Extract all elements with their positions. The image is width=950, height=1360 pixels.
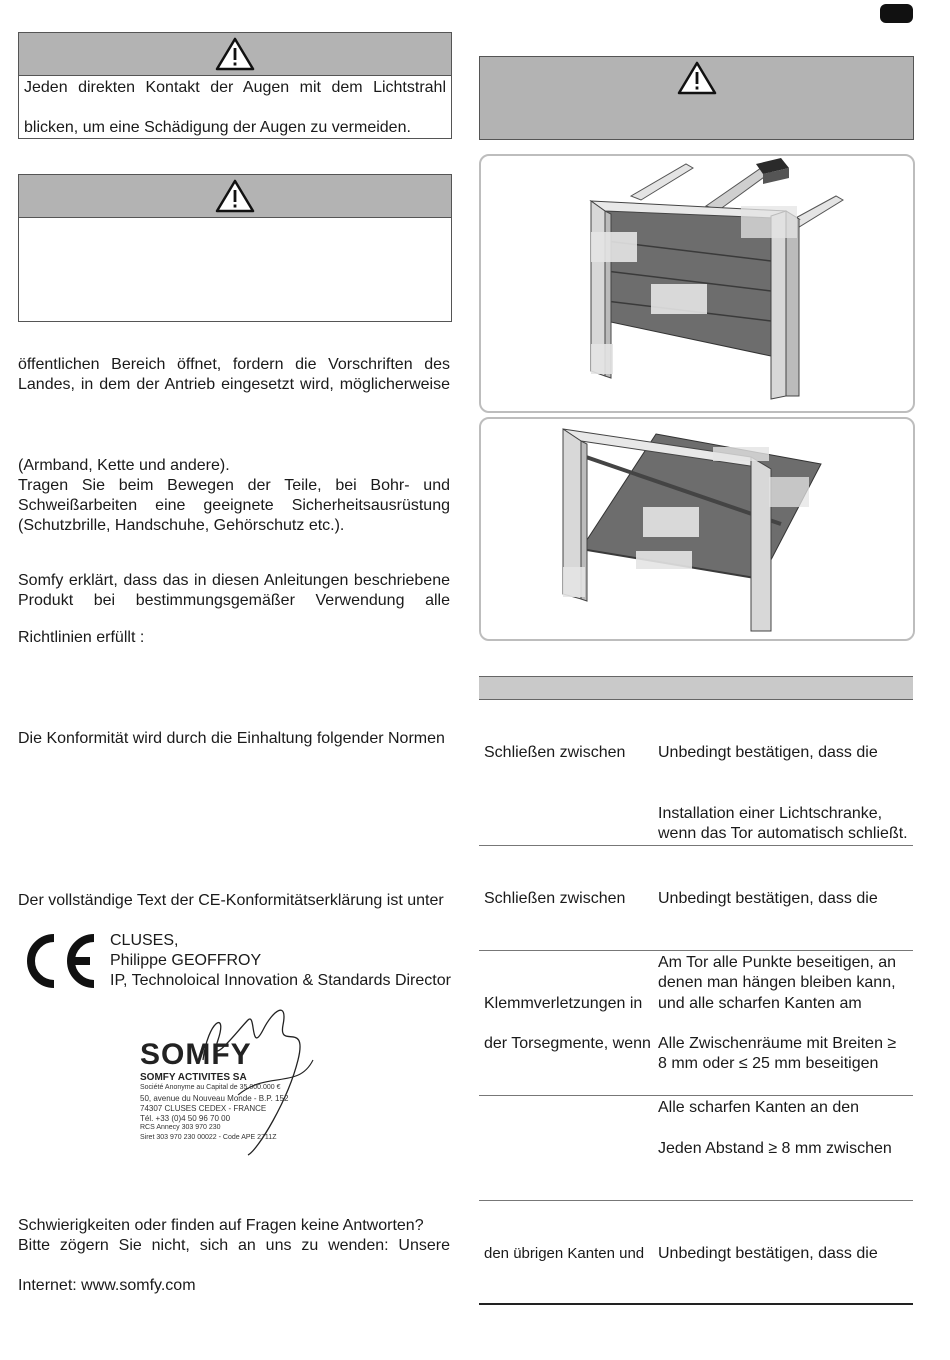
row4-measure-line1: Alle scharfen Kanten an den <box>658 1099 860 1116</box>
para2-line3: Schweißarbeiten eine geeignete Sicherheitsausrüstung <box>18 497 450 514</box>
warning1-line2: blicken, um eine Schädigung der Augen zu vermeiden. <box>24 119 411 136</box>
row1-measure-line1: Unbedingt bestätigen, dass die <box>658 744 878 761</box>
row1-measure-line2: Installation einer Lichtschranke, <box>658 805 883 822</box>
warning-header <box>19 33 451 76</box>
row4-measure-line2: Jeden Abstand ≥ 8 mm zwischen <box>658 1140 892 1157</box>
warning-triangle-icon <box>215 37 255 71</box>
row3-measure-line4: Alle Zwischenräume mit Breiten ≥ <box>658 1035 897 1052</box>
table-divider <box>479 1095 913 1096</box>
row3-measure-line3: und alle scharfen Kanten am <box>658 995 862 1012</box>
para3-line1: Somfy erklärt, dass das in diesen Anleitungen beschriebene <box>18 572 450 589</box>
para6-line2: Bitte zögern Sie nicht, sich an uns zu wenden: Unsere <box>18 1237 450 1254</box>
row2-measure-line1: Unbedingt bestätigen, dass die <box>658 890 878 907</box>
table-bottom-rule <box>479 1303 913 1305</box>
para1-line2: Landes, in dem der Antrieb eingesetzt wird, möglicherweise <box>18 376 450 393</box>
para2-line2: Tragen Sie beim Bewegen der Teile, bei Bohr- und <box>18 477 450 494</box>
warning-box-right <box>479 56 914 140</box>
para3-line3: Richtlinien erfüllt : <box>18 629 145 646</box>
company-stamp <box>138 1000 338 1160</box>
para1-line1: öffentlichen Bereich öffnet, fordern die Vorschriften des <box>18 356 450 373</box>
para2-line1: (Armband, Kette und andere). <box>18 457 230 474</box>
para6-line1: Schwierigkeiten oder finden auf Fragen keine Antworten? <box>18 1217 424 1234</box>
ce-mark-logo <box>18 932 98 990</box>
tilting-door-illustration <box>481 419 913 639</box>
ce-signatory-role: IP, Technoloical Innovation & Standards Director <box>110 972 451 989</box>
warning-header <box>19 175 451 218</box>
table-divider <box>479 845 913 846</box>
stamp-line7: Siret 303 970 230 00022 - Code APE 2711Z <box>140 1134 277 1141</box>
stamp-line4: 74307 CLUSES CEDEX - FRANCE <box>140 1104 267 1113</box>
row1-measure-line3: wenn das Tor automatisch schließt. <box>658 825 908 842</box>
row3-measure-line1: Am Tor alle Punkte beseitigen, an <box>658 954 897 971</box>
figure-tilting-door <box>479 417 915 641</box>
stamp-brand: SOMFY <box>140 1038 252 1071</box>
warning-box-2 <box>18 174 452 322</box>
table-header-bar <box>479 676 913 700</box>
row5-hazard: den übrigen Kanten und <box>484 1245 645 1262</box>
ce-city: CLUSES, <box>110 932 179 949</box>
table-divider <box>479 950 913 951</box>
stamp-line6: RCS Annecy 303 970 230 <box>140 1124 221 1131</box>
stamp-line1: SOMFY ACTIVITES SA <box>140 1072 247 1083</box>
row3-hazard-line1: Klemmverletzungen in <box>484 995 643 1012</box>
row2-hazard: Schließen zwischen <box>484 890 626 907</box>
para5: Der vollständige Text der CE-Konformitätserklärung ist unter <box>18 892 444 909</box>
row3-measure-line5: 8 mm oder ≤ 25 mm beseitigen <box>658 1055 879 1072</box>
stamp-line2: Société Anonyme au Capital de 35.000.000 € <box>140 1084 281 1091</box>
page-tab-badge <box>880 4 913 23</box>
row3-hazard-line2: der Torsegmente, wenn <box>484 1035 651 1052</box>
warning1-line1: Jeden direkten Kontakt der Augen mit dem Lichtstrahl <box>24 79 446 96</box>
table-divider <box>479 1200 913 1201</box>
figure-sectional-door <box>479 154 915 413</box>
warning-triangle-icon <box>677 61 717 95</box>
para3-line2: Produkt bei bestimmungsgemäßer Verwendung alle <box>18 592 450 609</box>
warning-triangle-icon <box>215 179 255 213</box>
para2-line4: (Schutzbrille, Handschuhe, Gehörschutz etc.). <box>18 517 345 534</box>
row5-measure-line1: Unbedingt bestätigen, dass die <box>658 1245 878 1262</box>
warning-box-eye <box>18 32 452 139</box>
para4: Die Konformität wird durch die Einhaltung folgender Normen <box>18 730 445 747</box>
ce-signatory-name: Philippe GEOFFROY <box>110 952 262 969</box>
stamp-line3: 50, avenue du Nouveau Monde - B.P. 152 <box>140 1094 289 1103</box>
stamp-line5: Tél. +33 (0)4 50 96 70 00 <box>140 1114 231 1123</box>
internet-link: Internet: www.somfy.com <box>18 1277 196 1294</box>
sectional-door-illustration <box>481 156 913 411</box>
row3-measure-line2: denen man hängen bleiben kann, <box>658 974 896 991</box>
row1-hazard: Schließen zwischen <box>484 744 626 761</box>
